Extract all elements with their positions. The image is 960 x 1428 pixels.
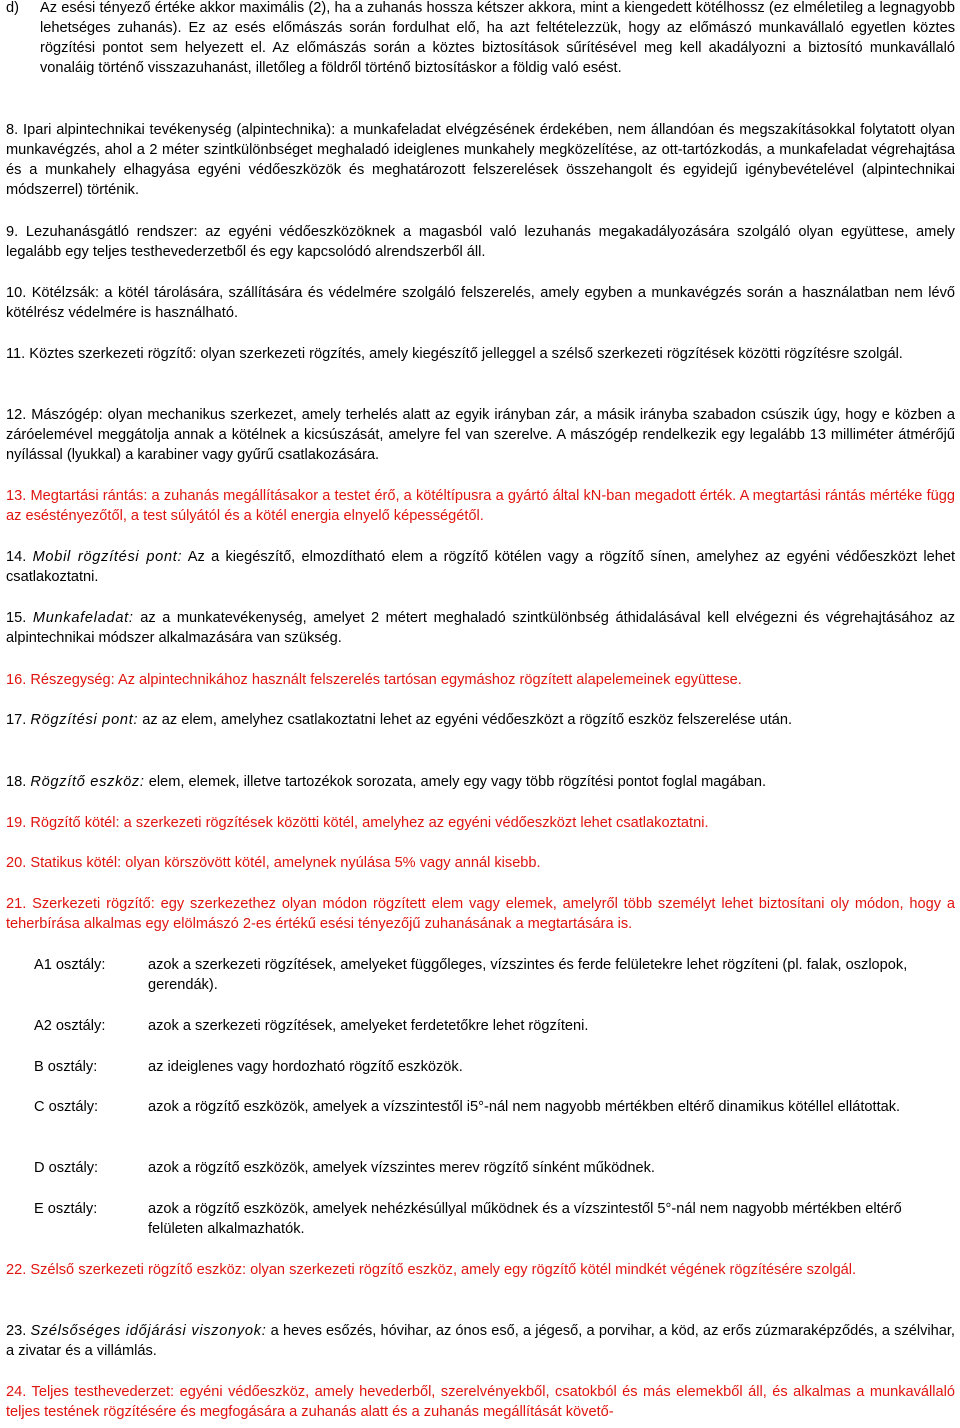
class-label: D osztály: bbox=[34, 1160, 99, 1176]
definition-22: 22. Szélső szerkezeti rögzítő eszköz: olyan szerkezeti rögzítő eszköz, amely egy rögzítő kötél mindkét végének rögzítésére szolgál. bbox=[6, 1262, 857, 1278]
class-label: C osztály: bbox=[34, 1099, 99, 1115]
definition-9: 9. Lezuhanásgátló rendszer: az egyéni védőeszközöknek a magasból való lezuhanás megakadályozására szolgáló olyan együttese, amely legalább egy teljes testhevederzetből és egy kapcsolódó alrendszerből áll. bbox=[6, 224, 955, 260]
definition-24: 24. Teljes testhevederzet: egyéni védőeszköz, amely hevederből, szerelvényekből, csatokból és más elemekből áll, és alkalmas a munkavállaló teljes testének rögzítésére és megfogására a zuhanás alatt és a zuhanás megállítását követő- bbox=[6, 1384, 955, 1420]
class-c bbox=[34, 1097, 955, 1117]
term-rogzitesi-pont: Rögzítési pont: bbox=[30, 712, 139, 728]
definition-16: 16. Részegység: Az alpintechnikához használt felszerelés tartósan egymáshoz rögzített alapelemeinek együttese. bbox=[6, 672, 742, 688]
term-szelsoseges-idojarasi-viszonyok: Szélsőséges időjárási viszonyok: bbox=[30, 1323, 267, 1339]
definition-13: 13. Megtartási rántás: a zuhanás megállításakor a testet érő, a kötéltípusra a gyártó által kN-ban megadott érték. A megtartási rántás mértéke függ az eséstényezőtől, a test súlyától és a kötél energia elnyelő képességétől. bbox=[6, 488, 955, 524]
definition-23: 23. Szélsőséges időjárási viszonyok: a heves esőzés, hóvihar, az ónos eső, a jégeső, a porvihar, a köd, az erős zúzmaraképződés, a szélvihar, a zivatar és a villámlás. bbox=[6, 1323, 955, 1359]
term-rogzito-eszkoz: Rögzítő eszköz: bbox=[30, 774, 145, 790]
class-text: azok a rögzítő eszközök, amelyek vízszintes merev rögzítő sínként működnek. bbox=[148, 1160, 655, 1176]
list-item-d bbox=[6, 0, 955, 78]
class-d bbox=[34, 1158, 955, 1178]
class-text: azok a rögzítő eszközök, amelyek a vízszintestől i5°-nál nem nagyobb mértékben eltérő dinamikus kötéllel ellátottak. bbox=[148, 1099, 901, 1115]
class-label: B osztály: bbox=[34, 1059, 98, 1075]
definition-15: 15. Munkafeladat: az a munkatevékenység, amelyet 2 métert meghaladó szintkülönbség áthidalásával kell elvégezni és végrehajtásához az alpintechnikai módszer alkalmazására van szükség. bbox=[6, 610, 955, 646]
definition-12: 12. Mászógép: olyan mechanikus szerkezet, amely terhelés alatt az egyik irányban zár, a másik irányba szabadon csúszik úgy, hogy e közben a záróelemével meggátolja annak a kötélnek a kicsúszását, amelyre fel van szerelve. A mászógép rendelkezik egy legalább 13 milliméter átmérőjű nyílással (lyukkal) a karabiner vagy gyűrű csatlakozására. bbox=[6, 407, 955, 463]
definition-8: 8. Ipari alpintechnikai tevékenység (alpintechnika): a munkafeladat elvégzésének érdekében, nem állandóan és megszakításokkal folytatott olyan munkavégzés, ahol a 2 méter szintkülönbséget meghaladó ideiglenes munkahely megközelítése, az ott-tartózkodás, a munkafeladat végrehajtása és a munkahely elhagyása egyéni védőeszközök és meghatározott felszerelések összehangolt és egyidejű igénybevételével (alpintechnikai módszerrel) történik. bbox=[6, 122, 955, 198]
class-label: A2 osztály: bbox=[34, 1018, 106, 1034]
definition-21: 21. Szerkezeti rögzítő: egy szerkezethez olyan módon rögzített elem vagy elemek, amelyről több személyt lehet biztosítani oly módon, hogy a teherbírása alkalmas egy elölmászó 2-es értékű esési tényezőjű zuhanásának a megtartására is. bbox=[6, 896, 955, 932]
definition-14: 14. Mobil rögzítési pont: Az a kiegészítő, elmozdítható elem a rögzítő kötélen vagy a rögzítő sínen, amelyhez az egyéni védőeszközt lehet csatlakoztatni. bbox=[6, 549, 955, 585]
definition-10: 10. Kötélzsák: a kötél tárolására, szállítására és védelmére szolgáló felszerelés, amely egyben a munkavégzés során a használatban nem lévő kötélrész védelmére is használható. bbox=[6, 285, 955, 321]
class-a2 bbox=[34, 1016, 955, 1036]
class-e bbox=[34, 1199, 955, 1239]
class-text: azok a szerkezeti rögzítések, amelyeket ferdetetőkre lehet rögzíteni. bbox=[148, 1018, 589, 1034]
definition-17: 17. Rögzítési pont: az az elem, amelyhez csatlakoztatni lehet az egyéni védőeszközt a rögzítő eszköz felszerelése után. bbox=[6, 712, 793, 728]
class-b bbox=[34, 1057, 955, 1077]
class-text: azok a rögzítő eszközök, amelyek nehézkésúllyal működnek és a vízszintestől 5°-nál nem nagyobb mértékben eltérő felületen alkalmazhatók. bbox=[148, 1201, 902, 1237]
class-text: az ideiglenes vagy hordozható rögzítő eszközök. bbox=[148, 1059, 463, 1075]
class-label: E osztály: bbox=[34, 1201, 98, 1217]
term-mobil-rogzitesi-pont: Mobil rögzítési pont: bbox=[32, 549, 183, 565]
class-text: azok a szerkezeti rögzítések, amelyeket függőleges, vízszintes és ferde felületekre lehet rögzíteni (pl. falak, oszlopok, gerendák). bbox=[148, 957, 908, 993]
term-munkafeladat: Munkafeladat: bbox=[32, 610, 134, 626]
definition-19: 19. Rögzítő kötél: a szerkezeti rögzítések közötti kötél, amelyhez az egyéni védőeszközt lehet csatlakoztatni. bbox=[6, 815, 709, 831]
definition-11: 11. Köztes szerkezeti rögzítő: olyan szerkezeti rögzítés, amely kiegészítő jelleggel a szélső szerkezeti rögzítések közötti rögzítésre szolgál. bbox=[6, 346, 903, 362]
item-d-label: d) bbox=[6, 0, 19, 16]
definition-18: 18. Rögzítő eszköz: elem, elemek, illetve tartozékok sorozata, amely egy vagy több rögzítési pontot foglal magában. bbox=[6, 774, 767, 790]
item-d-text: Az esési tényező értéke akkor maximális (2), ha a zuhanás hossza kétszer akkora, mint a kiengedett kötélhossz (ez elméletileg a legnagyobb lehetséges zuhanás). Ez az esés előmászás során fordulhat elő, ha azt feltételezzük, hogy az előmászó munkavállaló egyetlen köztes rögzítési pontot sem helyezett el. Az előmászás során a köztes biztosítások sűrítésével meg kell akadályozni a biztosító munkavállaló vonaláig történő visszazuhanást, illetőleg a földről történő biztosításkor a földig való esést. bbox=[40, 0, 955, 76]
class-a1 bbox=[34, 955, 955, 995]
definition-20: 20. Statikus kötél: olyan körszövött kötél, amelynek nyúlása 5% vagy annál kisebb. bbox=[6, 855, 541, 871]
class-label: A1 osztály: bbox=[34, 957, 106, 973]
